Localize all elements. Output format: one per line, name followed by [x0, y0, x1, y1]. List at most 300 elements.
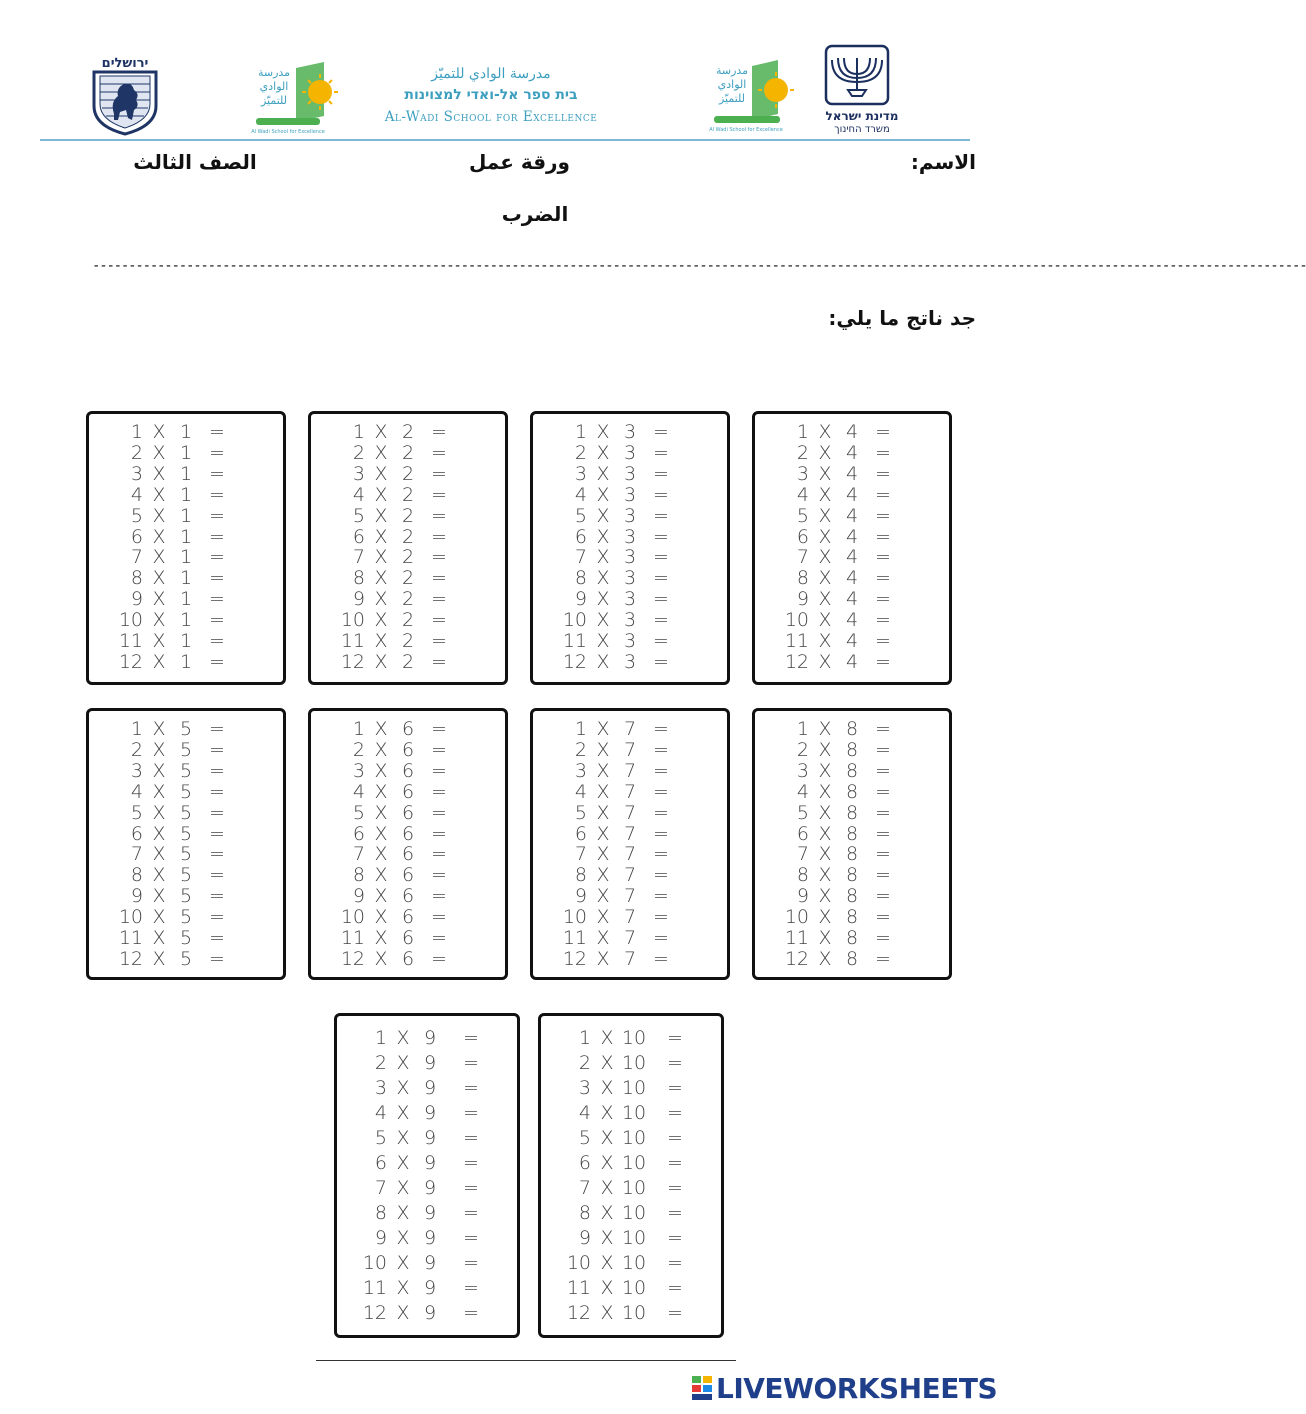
- multiplicand: 1: [130, 421, 143, 443]
- equals-sign: =: [653, 588, 669, 611]
- times-sign: X: [152, 738, 166, 761]
- multiplicand: 2: [574, 441, 587, 464]
- multiplier: 3: [623, 546, 637, 569]
- multiplier: 9: [423, 1252, 437, 1274]
- multiplier: 3: [623, 462, 637, 485]
- multiplication-row: [311, 568, 505, 589]
- times-sign: X: [600, 1302, 614, 1324]
- multiplicand: 10: [340, 609, 365, 632]
- equals-sign: =: [667, 1302, 683, 1324]
- multiplier: 1: [179, 567, 193, 590]
- times-sign: X: [152, 718, 166, 740]
- multiplicand: 4: [796, 780, 809, 803]
- multiplication-row: [89, 527, 283, 548]
- equals-sign: =: [667, 1252, 683, 1274]
- multiplication-box-6: [308, 708, 508, 980]
- multiplicand: 11: [784, 630, 809, 652]
- multiplication-row: [311, 506, 505, 527]
- multiplication-row: [311, 443, 505, 464]
- multiplicand: 7: [352, 843, 365, 866]
- multiplier: 10: [621, 1277, 647, 1299]
- school-logo-right: [709, 54, 804, 136]
- multiplication-row: [89, 824, 283, 845]
- multiplicand: 6: [796, 822, 809, 845]
- multiplier: 1: [179, 609, 193, 632]
- equals-sign: =: [653, 609, 669, 632]
- multiplicand: 5: [352, 504, 365, 527]
- equals-sign: =: [875, 462, 891, 485]
- multiplication-row: [755, 547, 949, 568]
- equals-sign: =: [431, 525, 447, 548]
- multiplicand: 5: [130, 801, 143, 824]
- multiplier: 1: [179, 650, 193, 673]
- multiplier: 9: [423, 1227, 437, 1249]
- multiplication-row: [755, 631, 949, 652]
- multiplier: 6: [401, 759, 415, 782]
- times-sign: X: [818, 546, 832, 569]
- equals-sign: =: [653, 630, 669, 652]
- multiplicand: 5: [578, 1127, 591, 1149]
- multiplicand: 8: [374, 1202, 387, 1224]
- multiplier: 4: [845, 567, 859, 590]
- multiplier: 6: [401, 843, 415, 866]
- multiplicand: 1: [574, 718, 587, 740]
- multiplication-row: [533, 610, 727, 631]
- multiplication-row: [311, 824, 505, 845]
- equals-sign: =: [653, 718, 669, 740]
- multiplicand: 9: [796, 885, 809, 908]
- multiplicand: 4: [130, 483, 143, 506]
- equals-sign: =: [463, 1302, 479, 1324]
- multiplier: 5: [179, 885, 193, 908]
- svg-text:Al Wadi School for Excellence: Al Wadi School for Excellence: [709, 127, 783, 133]
- multiplier: 1: [179, 504, 193, 527]
- multiplicand: 7: [796, 546, 809, 569]
- equals-sign: =: [875, 441, 891, 464]
- equals-sign: =: [463, 1152, 479, 1174]
- multiplier: 9: [423, 1302, 437, 1324]
- svg-text:للتميّز: للتميّز: [718, 92, 746, 105]
- multiplier: 8: [845, 780, 859, 803]
- multiplier: 4: [845, 483, 859, 506]
- multiplication-row: [311, 547, 505, 568]
- multiplier: 2: [401, 504, 415, 527]
- multiplication-row: [89, 782, 283, 803]
- times-sign: X: [152, 864, 166, 887]
- school-name-hebrew: בית ספר אל-ואדי למצוינות: [404, 87, 578, 103]
- multiplicand: 12: [566, 1302, 591, 1324]
- times-sign: X: [596, 759, 610, 782]
- times-sign: X: [396, 1277, 410, 1299]
- multiplier: 10: [621, 1077, 647, 1099]
- school-logo-left: [252, 54, 344, 136]
- multiplier: 6: [401, 822, 415, 845]
- multiplication-row: [541, 1228, 721, 1249]
- name-label: الاسم:: [910, 150, 976, 174]
- multiplicand: 3: [352, 462, 365, 485]
- equals-sign: =: [667, 1202, 683, 1224]
- multiplication-row: [755, 568, 949, 589]
- multiplier: 3: [623, 504, 637, 527]
- multiplicand: 10: [562, 609, 587, 632]
- multiplicand: 10: [118, 906, 143, 929]
- multiplier: 4: [845, 630, 859, 652]
- equals-sign: =: [653, 525, 669, 548]
- times-sign: X: [152, 650, 166, 673]
- multiplication-row: [311, 719, 505, 740]
- multiplication-row: [541, 1153, 721, 1174]
- equals-sign: =: [875, 738, 891, 761]
- times-sign: X: [596, 504, 610, 527]
- multiplier: 6: [401, 801, 415, 824]
- multiplication-row: [755, 719, 949, 740]
- multiplicand: 7: [130, 843, 143, 866]
- multiplication-row: [755, 464, 949, 485]
- multiplication-row: [533, 485, 727, 506]
- multiplication-row: [533, 547, 727, 568]
- multiplicand: 3: [796, 462, 809, 485]
- equals-sign: =: [653, 801, 669, 824]
- equals-sign: =: [431, 780, 447, 803]
- multiplication-box-7: [530, 708, 730, 980]
- multiplier: 5: [179, 843, 193, 866]
- multiplicand: 11: [566, 1277, 591, 1299]
- multiplicand: 3: [574, 462, 587, 485]
- multiplicand: 12: [118, 947, 143, 970]
- equals-sign: =: [653, 822, 669, 845]
- times-sign: X: [818, 504, 832, 527]
- multiplicand: 4: [574, 780, 587, 803]
- multiplication-row: [89, 464, 283, 485]
- multiplicand: 8: [130, 864, 143, 887]
- multiplier: 2: [401, 462, 415, 485]
- multiplier: 10: [621, 1052, 647, 1074]
- equals-sign: =: [209, 462, 225, 485]
- equals-sign: =: [667, 1277, 683, 1299]
- multiplicand: 3: [374, 1077, 387, 1099]
- multiplication-row: [89, 547, 283, 568]
- times-sign: X: [600, 1102, 614, 1124]
- equals-sign: =: [653, 504, 669, 527]
- multiplication-row: [337, 1078, 517, 1099]
- multiplication-row: [337, 1178, 517, 1199]
- times-sign: X: [152, 843, 166, 866]
- multiplication-row: [541, 1303, 721, 1324]
- multiplier: 1: [179, 525, 193, 548]
- multiplier: 7: [623, 759, 637, 782]
- multiplier: 4: [845, 421, 859, 443]
- times-sign: X: [818, 759, 832, 782]
- multiplier: 6: [401, 906, 415, 929]
- equals-sign: =: [463, 1202, 479, 1224]
- times-sign: X: [596, 630, 610, 652]
- times-sign: X: [396, 1252, 410, 1274]
- multiplicand: 5: [574, 801, 587, 824]
- equals-sign: =: [431, 609, 447, 632]
- multiplicand: 10: [362, 1252, 387, 1274]
- multiplicand: 11: [362, 1277, 387, 1299]
- multiplier: 10: [621, 1177, 647, 1199]
- times-sign: X: [152, 780, 166, 803]
- equals-sign: =: [209, 906, 225, 929]
- multiplier: 1: [179, 483, 193, 506]
- multiplier: 4: [845, 462, 859, 485]
- equals-sign: =: [431, 822, 447, 845]
- times-sign: X: [152, 462, 166, 485]
- multiplicand: 9: [352, 588, 365, 611]
- multiplicand: 7: [578, 1177, 591, 1199]
- multiplier: 4: [845, 588, 859, 611]
- times-sign: X: [152, 588, 166, 611]
- equals-sign: =: [431, 630, 447, 652]
- equals-sign: =: [653, 906, 669, 929]
- equals-sign: =: [653, 927, 669, 949]
- multiplication-row: [311, 761, 505, 782]
- multiplier: 8: [845, 885, 859, 908]
- multiplication-row: [533, 527, 727, 548]
- equals-sign: =: [209, 630, 225, 652]
- multiplier: 5: [179, 947, 193, 970]
- times-sign: X: [152, 567, 166, 590]
- multiplier: 5: [179, 906, 193, 929]
- multiplier: 1: [179, 462, 193, 485]
- multiplier: 7: [623, 947, 637, 970]
- multiplication-row: [89, 568, 283, 589]
- multiplicand: 5: [130, 504, 143, 527]
- multiplicand: 9: [130, 588, 143, 611]
- equals-sign: =: [875, 843, 891, 866]
- multiplier: 9: [423, 1077, 437, 1099]
- multiplication-box-10: [538, 1013, 724, 1338]
- multiplier: 5: [179, 822, 193, 845]
- multiplication-row: [533, 907, 727, 928]
- multiplier: 6: [401, 780, 415, 803]
- equals-sign: =: [875, 759, 891, 782]
- multiplier: 4: [845, 504, 859, 527]
- multiplication-row: [89, 589, 283, 610]
- multiplication-row: [541, 1078, 721, 1099]
- equals-sign: =: [431, 885, 447, 908]
- equals-sign: =: [875, 947, 891, 970]
- equals-sign: =: [209, 927, 225, 949]
- multiplier: 8: [845, 843, 859, 866]
- times-sign: X: [596, 441, 610, 464]
- equals-sign: =: [209, 801, 225, 824]
- multiplicand: 11: [118, 630, 143, 652]
- jerusalem-emblem-logo: [86, 54, 164, 136]
- school-name-english: Al-Wadi School for Excellence: [384, 109, 598, 125]
- times-sign: X: [152, 441, 166, 464]
- multiplier: 1: [179, 441, 193, 464]
- equals-sign: =: [209, 864, 225, 887]
- multiplier: 10: [621, 1102, 647, 1124]
- equals-sign: =: [209, 588, 225, 611]
- multiplicand: 11: [340, 927, 365, 949]
- svg-text:Al Wadi School for Excellence: Al Wadi School for Excellence: [251, 129, 325, 135]
- times-sign: X: [396, 1302, 410, 1324]
- times-sign: X: [818, 780, 832, 803]
- times-sign: X: [374, 525, 388, 548]
- multiplicand: 6: [578, 1152, 591, 1174]
- multiplication-row: [533, 844, 727, 865]
- equals-sign: =: [875, 421, 891, 443]
- multiplicand: 3: [130, 462, 143, 485]
- equals-sign: =: [463, 1027, 479, 1049]
- equals-sign: =: [209, 483, 225, 506]
- multiplier: 3: [623, 441, 637, 464]
- times-sign: X: [600, 1052, 614, 1074]
- multiplication-row: [755, 610, 949, 631]
- multiplier: 5: [179, 738, 193, 761]
- multiplicand: 12: [784, 650, 809, 673]
- multiplier: 4: [845, 441, 859, 464]
- times-sign: X: [600, 1252, 614, 1274]
- times-sign: X: [818, 650, 832, 673]
- multiplier: 9: [423, 1027, 437, 1049]
- equals-sign: =: [209, 525, 225, 548]
- multiplier: 8: [845, 718, 859, 740]
- multiplication-row: [755, 928, 949, 949]
- multiplier: 8: [845, 947, 859, 970]
- times-sign: X: [152, 546, 166, 569]
- equals-sign: =: [875, 588, 891, 611]
- multiplicand: 5: [574, 504, 587, 527]
- times-sign: X: [818, 822, 832, 845]
- multiplicand: 1: [796, 421, 809, 443]
- equals-sign: =: [653, 885, 669, 908]
- multiplier: 10: [621, 1152, 647, 1174]
- equals-sign: =: [667, 1027, 683, 1049]
- equals-sign: =: [209, 759, 225, 782]
- equals-sign: =: [667, 1102, 683, 1124]
- equals-sign: =: [463, 1127, 479, 1149]
- svg-text:للتميّز: للتميّز: [260, 94, 288, 107]
- times-sign: X: [818, 885, 832, 908]
- multiplier: 5: [179, 864, 193, 887]
- multiplication-row: [541, 1203, 721, 1224]
- multiplication-row: [755, 803, 949, 824]
- multiplication-row: [337, 1203, 517, 1224]
- equals-sign: =: [463, 1227, 479, 1249]
- times-sign: X: [374, 609, 388, 632]
- multiplication-row: [533, 422, 727, 443]
- multiplication-row: [541, 1278, 721, 1299]
- equals-sign: =: [653, 843, 669, 866]
- equals-sign: =: [667, 1227, 683, 1249]
- multiplicand: 1: [574, 421, 587, 443]
- times-sign: X: [152, 906, 166, 929]
- multiplier: 7: [623, 822, 637, 845]
- multiplier: 6: [401, 947, 415, 970]
- multiplicand: 11: [340, 630, 365, 652]
- multiplicand: 8: [796, 864, 809, 887]
- times-sign: X: [596, 650, 610, 673]
- multiplier: 8: [845, 801, 859, 824]
- times-sign: X: [818, 947, 832, 970]
- multiplication-box-9: [334, 1013, 520, 1338]
- multiplication-row: [311, 782, 505, 803]
- equals-sign: =: [431, 738, 447, 761]
- multiplication-row: [533, 443, 727, 464]
- equals-sign: =: [667, 1052, 683, 1074]
- multiplicand: 12: [362, 1302, 387, 1324]
- multiplicand: 4: [374, 1102, 387, 1124]
- times-sign: X: [596, 864, 610, 887]
- equals-sign: =: [653, 546, 669, 569]
- multiplicand: 8: [574, 567, 587, 590]
- multiplication-row: [337, 1228, 517, 1249]
- multiplicand: 4: [352, 780, 365, 803]
- multiplication-row: [533, 740, 727, 761]
- multiplier: 9: [423, 1102, 437, 1124]
- multiplicand: 3: [352, 759, 365, 782]
- times-sign: X: [152, 947, 166, 970]
- multiplication-row: [533, 803, 727, 824]
- multiplicand: 11: [118, 927, 143, 949]
- equals-sign: =: [875, 630, 891, 652]
- multiplicand: 8: [578, 1202, 591, 1224]
- equals-sign: =: [209, 780, 225, 803]
- equals-sign: =: [875, 822, 891, 845]
- multiplicand: 1: [352, 421, 365, 443]
- multiplier: 7: [623, 780, 637, 803]
- school-name-block: [360, 64, 622, 128]
- multiplier: 6: [401, 718, 415, 740]
- multiplicand: 9: [796, 588, 809, 611]
- multiplicand: 7: [374, 1177, 387, 1199]
- times-sign: X: [374, 947, 388, 970]
- multiplication-row: [337, 1103, 517, 1124]
- equals-sign: =: [667, 1127, 683, 1149]
- multiplier: 9: [423, 1177, 437, 1199]
- multiplication-row: [533, 886, 727, 907]
- multiplier: 7: [623, 906, 637, 929]
- multiplier: 7: [623, 885, 637, 908]
- equals-sign: =: [875, 609, 891, 632]
- multiplicand: 10: [340, 906, 365, 929]
- multiplicand: 10: [566, 1252, 591, 1274]
- multiplication-row: [533, 949, 727, 970]
- multiplicand: 5: [796, 801, 809, 824]
- multiplication-row: [337, 1053, 517, 1074]
- multiplication-box-5: [86, 708, 286, 980]
- times-sign: X: [818, 906, 832, 929]
- multiplier: 5: [179, 801, 193, 824]
- multiplicand: 5: [374, 1127, 387, 1149]
- multiplication-row: [89, 443, 283, 464]
- multiplication-row: [89, 652, 283, 673]
- multiplication-row: [311, 589, 505, 610]
- svg-text:مدرسة: مدرسة: [715, 64, 749, 77]
- times-sign: X: [818, 588, 832, 611]
- multiplicand: 12: [562, 947, 587, 970]
- multiplication-row: [755, 782, 949, 803]
- times-sign: X: [596, 483, 610, 506]
- multiplication-row: [337, 1278, 517, 1299]
- multiplier: 4: [845, 546, 859, 569]
- multiplication-row: [533, 589, 727, 610]
- multiplication-row: [755, 949, 949, 970]
- equals-sign: =: [431, 441, 447, 464]
- multiplication-row: [541, 1103, 721, 1124]
- times-sign: X: [396, 1077, 410, 1099]
- multiplication-row: [755, 907, 949, 928]
- multiplication-row: [337, 1128, 517, 1149]
- equals-sign: =: [209, 504, 225, 527]
- equals-sign: =: [667, 1077, 683, 1099]
- multiplicand: 6: [130, 525, 143, 548]
- multiplier: 5: [179, 759, 193, 782]
